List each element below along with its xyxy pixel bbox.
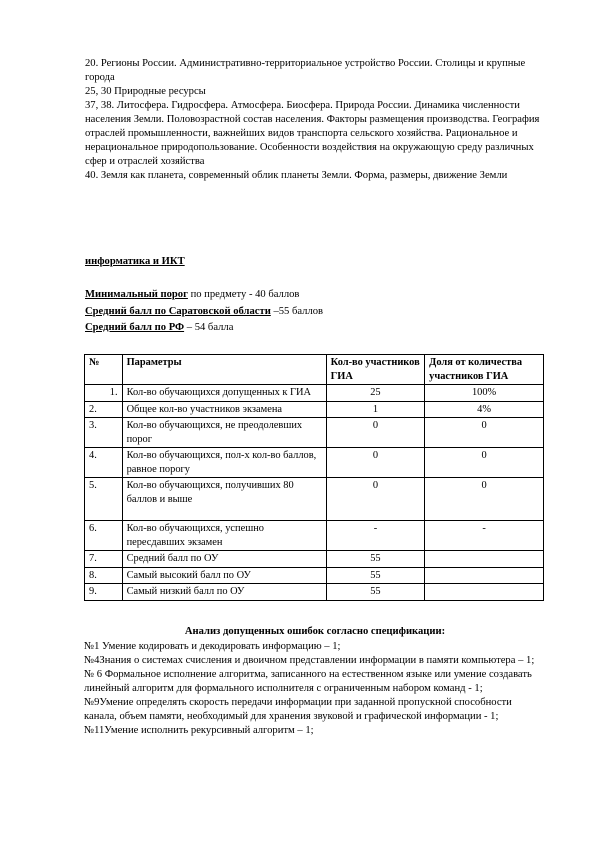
row-parameter: Кол-во обучающихся, успешно пересдавших экзамен	[122, 521, 326, 551]
table-row	[85, 401, 544, 418]
row-share: 0	[425, 478, 544, 521]
row-number: 2.	[85, 401, 123, 418]
table-row	[85, 551, 544, 568]
table-row	[85, 448, 544, 478]
row-parameter: Средний балл по ОУ	[122, 551, 326, 568]
row-parameter: Самый низкий балл по ОУ	[122, 584, 326, 601]
subject-heading: информатика и ИКТ	[85, 256, 185, 267]
row-number: 1.	[85, 385, 123, 402]
threshold-value: – 54 балла	[184, 322, 234, 333]
row-share: 100%	[425, 385, 544, 402]
table-header-row	[85, 355, 544, 385]
row-count: 55	[326, 551, 425, 568]
row-share: 4%	[425, 401, 544, 418]
row-share	[425, 584, 544, 601]
row-share: 0	[425, 418, 544, 448]
header-share: Доля от количества участников ГИА	[425, 355, 544, 385]
header-parameters: Параметры	[122, 355, 326, 385]
row-count: 1	[326, 401, 425, 418]
row-count: 0	[326, 448, 425, 478]
row-parameter: Общее кол-во участников экзамена	[122, 401, 326, 418]
page-content	[85, 57, 545, 337]
table-row	[85, 567, 544, 584]
row-number: 8.	[85, 567, 123, 584]
error-item: №4Знания о системах счисления и двоичном представлении информации в памяти компьютера – 1;	[84, 655, 535, 666]
error-item: №11Умение исполнить рекурсивный алгоритм – 1;	[84, 725, 314, 736]
table-row	[85, 584, 544, 601]
topic-line: 37, 38. Литосфера. Гидросфера. Атмосфера. Биосфера. Природа России. Динамика численности населения Земли. Половозрастной состав населения. Факторы размещения производства. География отраслей промышленности, важнейших видов транспорта сельского хозяйства. Рациональное и нерациональное природопользование. Особенности воздействия на окружающую среду различных сфер и отраслей хозяйства	[85, 100, 540, 167]
threshold-line	[85, 320, 545, 337]
row-parameter: Кол-во обучающихся, пол-х кол-во баллов, равное порогу	[122, 448, 326, 478]
threshold-value: –55 баллов	[270, 305, 324, 317]
table-row	[85, 521, 544, 551]
threshold-line	[85, 304, 545, 321]
topic-line: 20. Регионы России. Административно-территориальное устройство России. Столицы и крупные города	[85, 58, 526, 83]
row-count: 25	[326, 385, 425, 402]
row-count: 0	[326, 478, 425, 521]
row-count: 0	[326, 418, 425, 448]
error-item: № 6 Формальное исполнение алгоритма, записанного на естественном языке или умение создавать линейный алгоритм для формального исполнителя с ограниченным набором команд - 1;	[84, 669, 532, 694]
row-parameter: Кол-во обучающихся, получивших 80 баллов и выше	[122, 478, 326, 521]
threshold-line	[85, 287, 545, 304]
header-number: №	[85, 355, 123, 385]
row-number: 5.	[85, 478, 123, 521]
row-parameter: Самый высокий балл по ОУ	[122, 567, 326, 584]
row-share: 0	[425, 448, 544, 478]
table-row	[85, 385, 544, 402]
error-analysis	[84, 625, 546, 738]
header-participants: Кол-во участников ГИА	[326, 355, 425, 385]
row-parameter: Кол-во обучающихся допущенных к ГИА	[122, 385, 326, 402]
error-item: №1 Умение кодировать и декодировать информацию – 1;	[84, 641, 341, 652]
row-share: -	[425, 521, 544, 551]
row-share	[425, 567, 544, 584]
row-number: 6.	[85, 521, 123, 551]
table-row	[85, 478, 544, 521]
threshold-label: Средний балл по Саратовской области	[85, 305, 271, 317]
topic-line: 25, 30 Природные ресурсы	[85, 86, 206, 97]
row-count: 55	[326, 584, 425, 601]
threshold-label: Минимальный порог	[85, 289, 188, 300]
topic-line: 40. Земля как планета, современный облик планеты Земли. Форма, размеры, движение Земли	[85, 170, 508, 181]
row-number: 3.	[85, 418, 123, 448]
parameters-table	[84, 354, 544, 601]
row-number: 9.	[85, 584, 123, 601]
row-number: 4.	[85, 448, 123, 478]
row-parameter: Кол-во обучающихся, не преодолевших порог	[122, 418, 326, 448]
error-item: №9Умение определять скорость передачи информации при заданной пропускной способности канала, объем памяти, необходимый для хранения звуковой и графической информации - 1;	[84, 697, 512, 722]
row-count: -	[326, 521, 425, 551]
table-row	[85, 418, 544, 448]
threshold-value: по предмету - 40 баллов	[187, 289, 300, 300]
row-share	[425, 551, 544, 568]
row-number: 7.	[85, 551, 123, 568]
row-count: 55	[326, 567, 425, 584]
threshold-label: Средний балл по РФ	[85, 322, 185, 333]
error-analysis-title: Анализ допущенных ошибок согласно спецификации:	[184, 626, 446, 637]
